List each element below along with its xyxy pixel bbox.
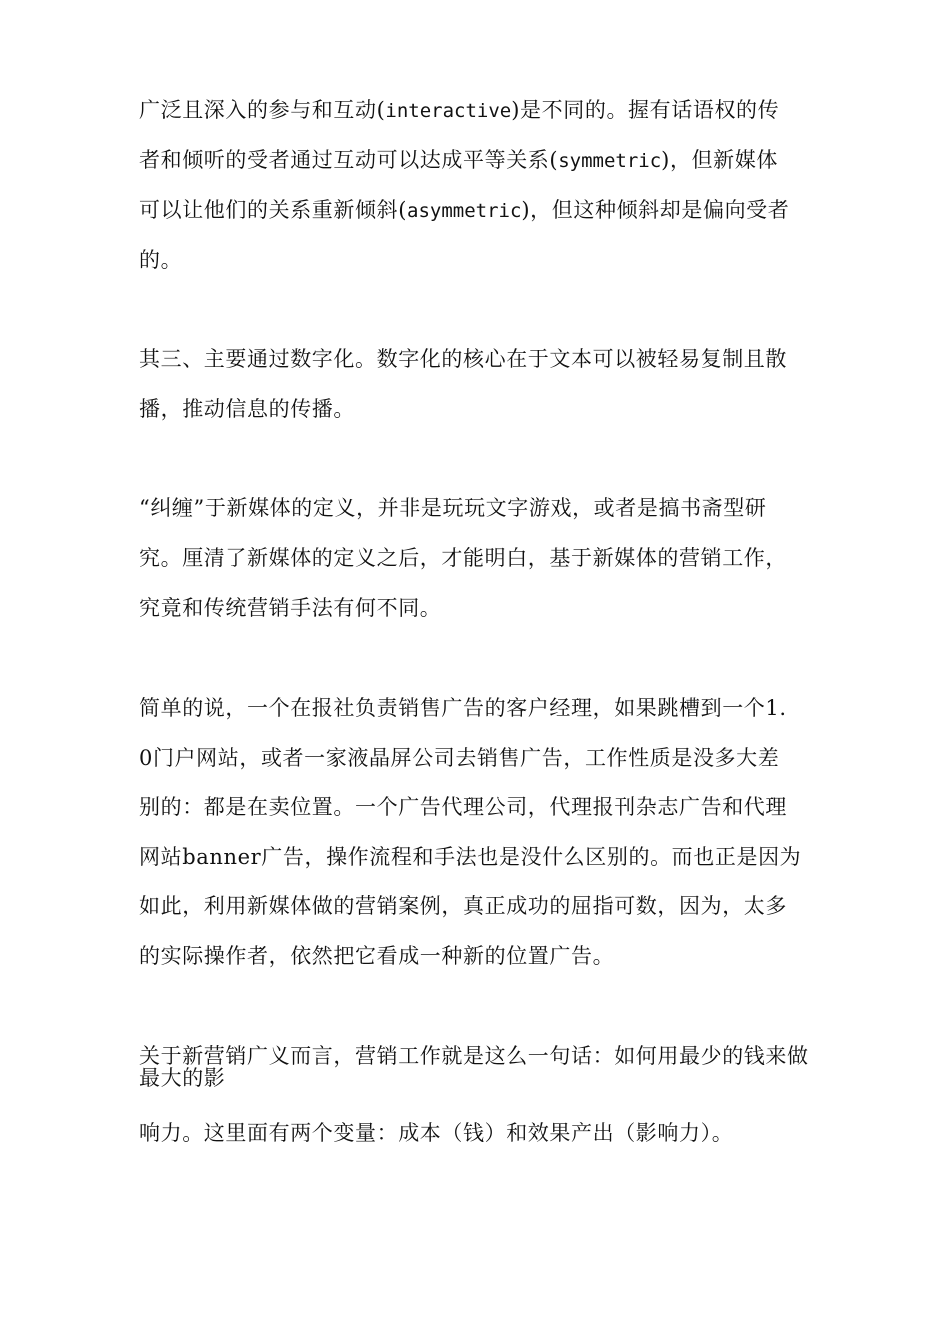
paragraph-4-line-4 — [139, 844, 829, 870]
text-segment: )，但新媒体 — [661, 148, 778, 172]
text-segment: 可以让他们的关系重新倾斜( — [139, 198, 407, 222]
text-segment: “纠缠”于新媒体的定义，并非是玩玩文字游戏，或者是搞书斋型研 — [139, 496, 767, 520]
text-segment: 究竟和传统营销手法有何不同。 — [139, 596, 442, 620]
text-segment: 关于新营销广义而言，营销工作就是这么一句话：如何用最少的钱来做最大的影 — [139, 1044, 809, 1090]
paragraph-1-line-3 — [139, 197, 829, 224]
paragraph-4-line-6 — [139, 943, 829, 969]
text-segment: 究。厘清了新媒体的定义之后，才能明白，基于新媒体的营销工作， — [139, 546, 787, 570]
paragraph-2-line-2 — [139, 396, 829, 422]
text-segment: 0门户网站，或者一家液晶屏公司去销售广告，工作性质是没多大差 — [139, 746, 780, 770]
paragraph-2-line-1 — [139, 346, 829, 372]
text-segment: 简单的说，一个在报社负责销售广告的客户经理，如果跳槽到一个1. — [139, 696, 787, 720]
text-segment: 的实际操作者，依然把它看成一种新的位置广告。 — [139, 944, 615, 968]
text-segment: 响力。这里面有两个变量：成本（钱）和效果产出（影响力）。 — [139, 1121, 734, 1145]
paragraph-3-line-3 — [139, 595, 829, 621]
english-term: symmetric — [558, 150, 662, 172]
paragraph-4-line-2 — [139, 745, 829, 771]
text-segment: 的。 — [139, 248, 183, 272]
paragraph-4-line-1 — [139, 695, 829, 721]
text-segment: 广泛且深入的参与和互动( — [139, 98, 386, 122]
text-segment: )是不同的。握有话语权的传 — [511, 98, 780, 122]
paragraph-4-line-5 — [139, 893, 829, 919]
english-term: asymmetric — [407, 200, 522, 222]
paragraph-3-line-1 — [139, 495, 829, 521]
text-segment: 播，推动信息的传播。 — [139, 397, 355, 421]
paragraph-3-line-2 — [139, 545, 829, 571]
english-term: interactive — [385, 100, 512, 122]
paragraph-4-line-3 — [139, 794, 829, 820]
text-segment: 其三、主要通过数字化。数字化的核心在于文本可以被轻易复制且散 — [139, 347, 787, 371]
text-segment: 如此，利用新媒体做的营销案例，真正成功的屈指可数，因为，太多 — [139, 894, 787, 918]
text-segment: )，但这种倾斜却是偏向受者 — [521, 198, 790, 222]
text-segment: 网站banner广告，操作流程和手法也是没什么区别的。而也正是因为 — [139, 845, 802, 869]
paragraph-5-line-2 — [139, 1120, 829, 1146]
paragraph-1-line-1 — [139, 97, 829, 124]
text-segment: 者和倾听的受者通过互动可以达成平等关系( — [139, 148, 559, 172]
paragraph-1-line-2 — [139, 147, 829, 174]
paragraph-1-line-4 — [139, 247, 829, 273]
paragraph-5-line-1 — [139, 1045, 814, 1089]
text-segment: 别的：都是在卖位置。一个广告代理公司，代理报刊杂志广告和代理 — [139, 795, 787, 819]
